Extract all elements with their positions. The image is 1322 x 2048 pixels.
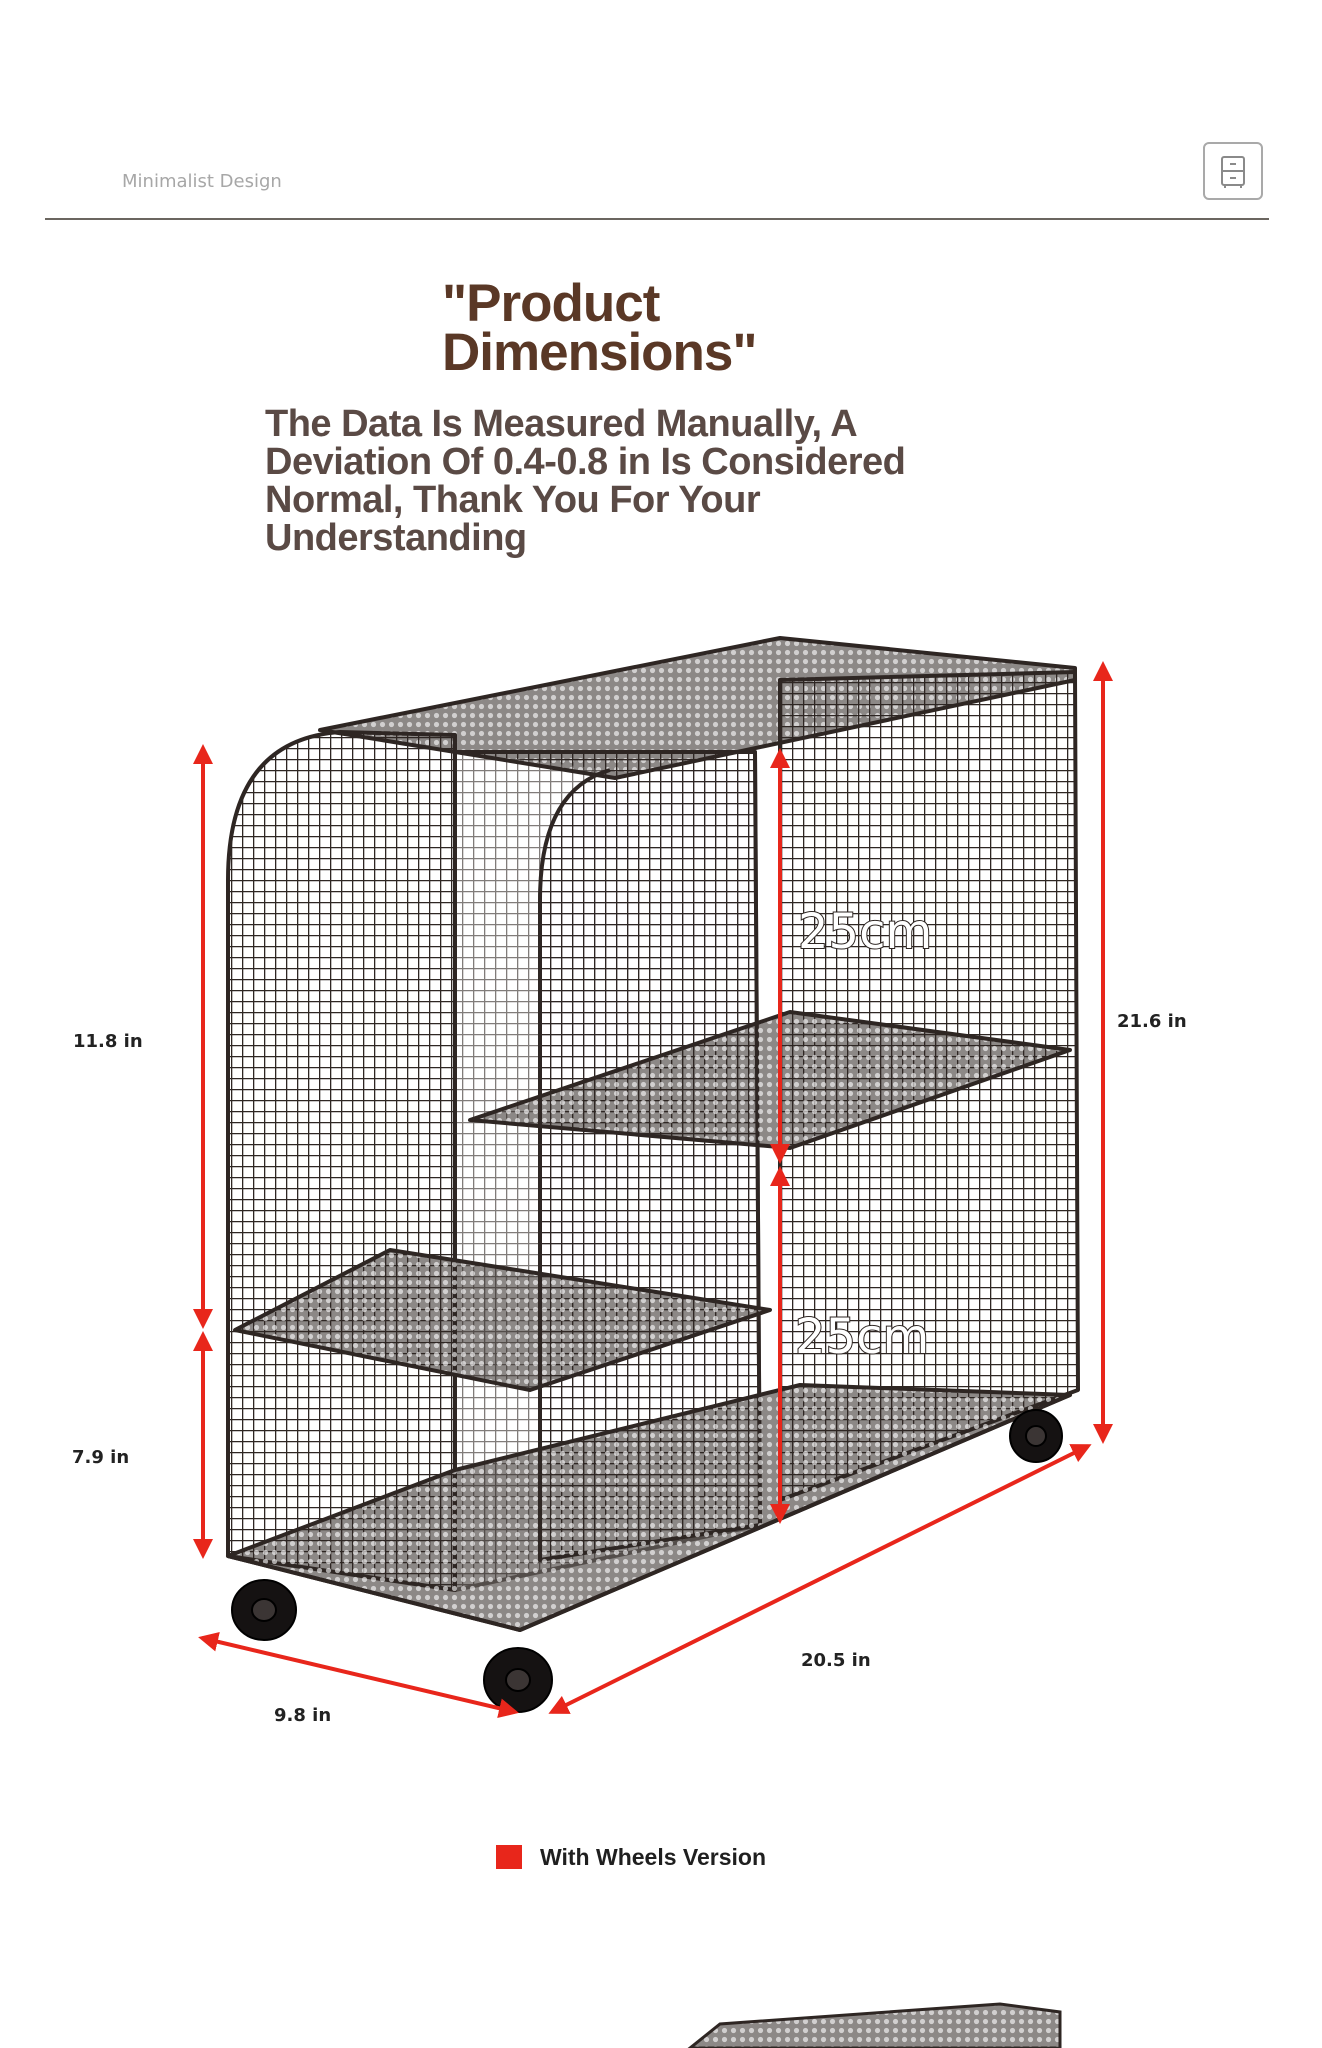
version-caption (496, 1841, 766, 1873)
dimension-width: 20.5 in (801, 1650, 871, 1671)
product-image (0, 600, 1322, 1800)
brand-tagline: Minimalist Design (122, 171, 282, 192)
lower-gap-label: 25cm (795, 1309, 930, 1365)
next-product-image (0, 1990, 1322, 2048)
dimension-lower-left-height: 7.9 in (72, 1447, 130, 1468)
dimension-depth: 9.8 in (274, 1705, 332, 1726)
page-title: "Product Dimensions" (442, 274, 757, 382)
header-divider (45, 218, 1269, 220)
drawer-cabinet-icon[interactable] (1203, 142, 1263, 200)
red-square-icon (496, 1845, 522, 1869)
upper-gap-label: 25cm (798, 904, 933, 960)
version-label: With Wheels Version (540, 1843, 767, 1870)
dimension-total-height: 21.6 in (1117, 1011, 1187, 1032)
cart-body (228, 638, 1078, 1630)
measurement-disclaimer: The Data Is Measured Manually, A Deviation Of 0.4-0.8 in Is Considered Normal, Thank You For Your Understanding (265, 403, 906, 559)
dimension-upper-left-height: 11.8 in (73, 1031, 143, 1052)
